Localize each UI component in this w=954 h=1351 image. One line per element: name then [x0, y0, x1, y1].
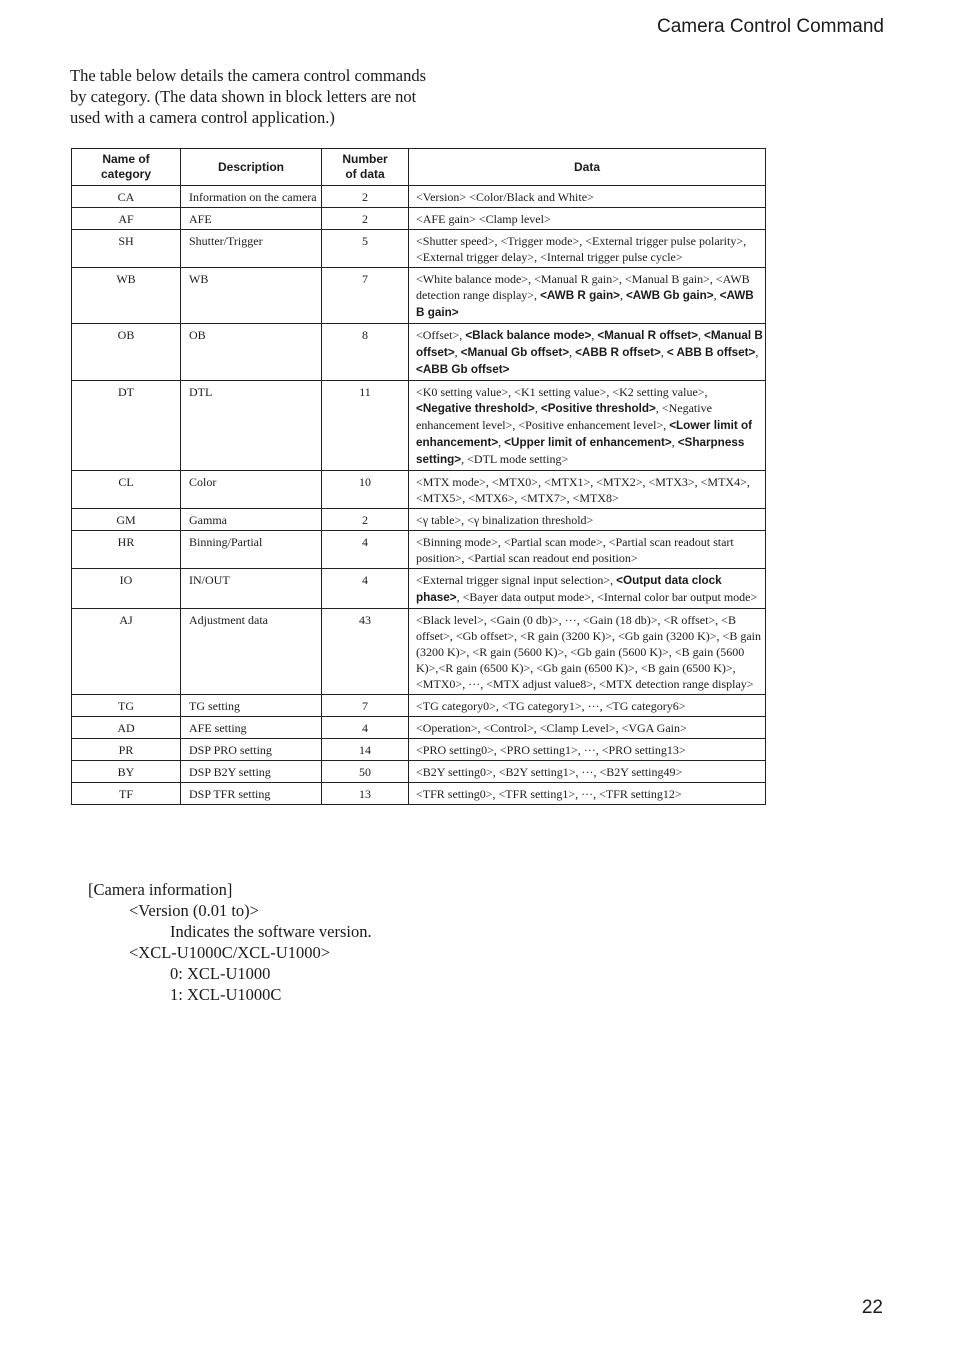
data-cell: [409, 761, 766, 783]
data-count-cell: 2: [322, 509, 409, 531]
description-cell: DSP B2Y setting: [181, 761, 322, 783]
version-description: Indicates the software version.: [170, 922, 372, 941]
description-cell: TG setting: [181, 695, 322, 717]
data-segment: ,: [534, 401, 541, 415]
data-segment-bold: <AWB R gain>: [540, 289, 620, 302]
description-cell: Binning/Partial: [181, 531, 322, 569]
data-cell: [409, 783, 766, 805]
description-cell: AFE: [181, 208, 322, 230]
intro-line: by category. (The data shown in block letters are not: [70, 87, 417, 106]
data-segment: <Operation>, <Control>, <Clamp Level>, <VGA Gain>: [416, 721, 687, 735]
description-cell: Gamma: [181, 509, 322, 531]
data-cell: [409, 324, 766, 381]
table-row: [72, 509, 766, 531]
description-cell: DTL: [181, 381, 322, 471]
data-segment-bold: <AWB B gain>: [416, 289, 754, 319]
table-row: [72, 783, 766, 805]
data-cell: [409, 531, 766, 569]
page-number: 22: [861, 1297, 883, 1318]
data-cell: [409, 569, 766, 609]
data-count-cell: 13: [322, 783, 409, 805]
version-label: <Version (0.01 to)>: [129, 901, 259, 920]
header-data: Data: [409, 149, 766, 186]
category-code-cell: OB: [72, 324, 181, 381]
category-code-cell: IO: [72, 569, 181, 609]
data-segment-bold: <Lower limit of enhancement>: [416, 419, 753, 449]
data-cell: [409, 739, 766, 761]
data-segment: ,: [591, 328, 598, 342]
description-cell: Adjustment data: [181, 609, 322, 695]
data-cell: [409, 471, 766, 509]
data-cell: [409, 186, 766, 208]
intro-line: The table below details the camera control commands: [70, 66, 426, 85]
data-segment: <K0 setting value>, <K1 setting value>, <K2 setting value>,: [416, 385, 708, 399]
data-segment-bold: <ABB R offset>: [575, 346, 661, 359]
table-row: [72, 471, 766, 509]
category-code-cell: CL: [72, 471, 181, 509]
header-description: Description: [181, 149, 322, 186]
category-code-cell: BY: [72, 761, 181, 783]
data-segment-bold: <AWB Gb gain>: [625, 289, 714, 302]
data-cell: [409, 695, 766, 717]
data-segment: , <DTL mode setting>: [461, 452, 569, 466]
data-count-cell: 10: [322, 471, 409, 509]
category-code-cell: TG: [72, 695, 181, 717]
table-row: [72, 208, 766, 230]
data-segment: <AFE gain> <Clamp level>: [416, 212, 551, 226]
category-code-cell: AD: [72, 717, 181, 739]
data-segment: <Black level>, <Gain (0 db)>, ···, <Gain (18 db)>, <R offset>, <B offset>, <Gb offset>, <R gain (3200 K)>, <Gb gain (3200 K)>, <B gain (3200 K)>, <R gain (5600 K)>, <Gb gain (5600 K)>, <B gain (5600 K)>,<R gain (6500 K)>, <Gb gain (6500 K)>, <B gain (6500 K)>, <MTX0>, ···, <MTX adjust value8>, <MTX detection range display>: [416, 613, 761, 691]
data-segment: ,: [619, 288, 626, 302]
data-segment-bold: <Negative threshold>: [416, 402, 535, 415]
description-cell: WB: [181, 268, 322, 324]
table-row: [72, 717, 766, 739]
data-count-cell: 5: [322, 230, 409, 268]
category-code-cell: TF: [72, 783, 181, 805]
table-row: [72, 695, 766, 717]
data-segment-bold: <Manual B offset>: [416, 329, 763, 359]
table-row: [72, 381, 766, 471]
table-body: [72, 186, 766, 805]
data-count-cell: 7: [322, 695, 409, 717]
data-segment-bold: <Manual Gb offset>: [460, 346, 570, 359]
data-segment-bold: <Upper limit of enhancement>: [504, 436, 672, 449]
data-cell: [409, 717, 766, 739]
data-segment: ,: [698, 328, 705, 342]
data-cell: [409, 208, 766, 230]
data-count-cell: 4: [322, 531, 409, 569]
table-row: [72, 739, 766, 761]
data-cell: [409, 509, 766, 531]
header-count-line: of data: [345, 167, 385, 181]
data-segment: <Offset>,: [416, 328, 466, 342]
category-code-cell: WB: [72, 268, 181, 324]
data-segment-bold: <ABB Gb offset>: [416, 363, 510, 376]
data-segment: <Shutter speed>, <Trigger mode>, <External trigger pulse polarity>, <External trigger delay>, <Internal trigger pulse cycle>: [416, 234, 747, 264]
data-count-cell: 14: [322, 739, 409, 761]
data-segment-bold: <Positive threshold>: [540, 402, 656, 415]
data-count-cell: 8: [322, 324, 409, 381]
category-code-cell: AF: [72, 208, 181, 230]
table-row: [72, 531, 766, 569]
header-category-line: category: [100, 167, 152, 181]
camera-info-heading: [Camera information]: [88, 880, 233, 899]
data-count-cell: 4: [322, 569, 409, 609]
model-label: <XCL-U1000C/XCL-U1000>: [129, 943, 331, 962]
data-segment-bold: <Output data clock phase>: [416, 574, 722, 604]
data-segment: ,: [498, 435, 505, 449]
data-count-cell: 2: [322, 208, 409, 230]
data-segment: <PRO setting0>, <PRO setting1>, ···, <PRO setting13>: [416, 743, 686, 757]
data-count-cell: 4: [322, 717, 409, 739]
description-cell: DSP TFR setting: [181, 783, 322, 805]
data-segment-bold: <Manual R offset>: [597, 329, 699, 342]
data-count-cell: 43: [322, 609, 409, 695]
data-cell: [409, 230, 766, 268]
data-segment: <TFR setting0>, <TFR setting1>, ···, <TFR setting12>: [416, 787, 682, 801]
header-category: [72, 149, 181, 186]
description-cell: OB: [181, 324, 322, 381]
data-segment-bold: <Black balance mode>: [465, 329, 592, 342]
data-segment: <γ table>, <γ binalization threshold>: [416, 513, 594, 527]
data-segment: <White balance mode>, <Manual R gain>, <Manual B gain>, <AWB detection range display>,: [416, 272, 750, 302]
data-segment: <Version> <Color/Black and White>: [416, 190, 594, 204]
data-cell: [409, 381, 766, 471]
category-code-cell: AJ: [72, 609, 181, 695]
data-segment: ,: [671, 435, 678, 449]
description-cell: Shutter/Trigger: [181, 230, 322, 268]
data-count-cell: 11: [322, 381, 409, 471]
data-segment: <MTX mode>, <MTX0>, <MTX1>, <MTX2>, <MTX3>, <MTX4>, <MTX5>, <MTX6>, <MTX7>, <MTX8>: [416, 475, 750, 505]
description-cell: IN/OUT: [181, 569, 322, 609]
model-option: 0: XCL-U1000: [170, 964, 271, 983]
command-category-table: [71, 148, 766, 805]
header-count-line: Number: [342, 152, 388, 166]
table-row: [72, 569, 766, 609]
table-row: [72, 761, 766, 783]
data-segment: ,: [713, 288, 720, 302]
table-header-row: [72, 149, 766, 186]
category-code-cell: HR: [72, 531, 181, 569]
model-option: 1: XCL-U1000C: [170, 985, 282, 1004]
data-count-cell: 7: [322, 268, 409, 324]
data-segment: <External trigger signal input selection>,: [416, 573, 617, 587]
page-header-title: Camera Control Command: [656, 16, 884, 37]
description-cell: Color: [181, 471, 322, 509]
data-segment: , <Bayer data output mode>, <Internal color bar output mode>: [456, 590, 758, 604]
data-segment: ,: [755, 345, 759, 359]
table-row: [72, 324, 766, 381]
category-code-cell: PR: [72, 739, 181, 761]
data-count-cell: 2: [322, 186, 409, 208]
data-segment-bold: < ABB B offset>: [666, 346, 756, 359]
data-segment: <Binning mode>, <Partial scan mode>, <Partial scan readout start position>, <Partial scan readout end position>: [416, 535, 734, 565]
data-segment: ,: [454, 345, 461, 359]
table-row: [72, 186, 766, 208]
category-code-cell: SH: [72, 230, 181, 268]
data-count-cell: 50: [322, 761, 409, 783]
category-code-cell: DT: [72, 381, 181, 471]
intro-paragraph: [70, 65, 470, 128]
header-category-line: Name of: [102, 152, 150, 166]
data-segment: , <Negative enhancement level>, <Positive enhancement level>,: [416, 401, 712, 432]
table-row: [72, 230, 766, 268]
data-cell: [409, 268, 766, 324]
data-segment: ,: [660, 345, 667, 359]
table-row: [72, 609, 766, 695]
camera-information-section: [88, 879, 372, 1005]
data-cell: [409, 609, 766, 695]
category-code-cell: GM: [72, 509, 181, 531]
category-code-cell: CA: [72, 186, 181, 208]
table-row: [72, 268, 766, 324]
header-count: [322, 149, 409, 186]
data-segment: <B2Y setting0>, <B2Y setting1>, ···, <B2Y setting49>: [416, 765, 683, 779]
description-cell: Information on the camera: [181, 186, 322, 208]
data-segment: ,: [569, 345, 576, 359]
data-segment: <TG category0>, <TG category1>, ···, <TG category6>: [416, 699, 686, 713]
intro-line: used with a camera control application.): [70, 108, 335, 127]
description-cell: AFE setting: [181, 717, 322, 739]
data-segment-bold: <Sharpness setting>: [416, 436, 745, 466]
description-cell: DSP PRO setting: [181, 739, 322, 761]
